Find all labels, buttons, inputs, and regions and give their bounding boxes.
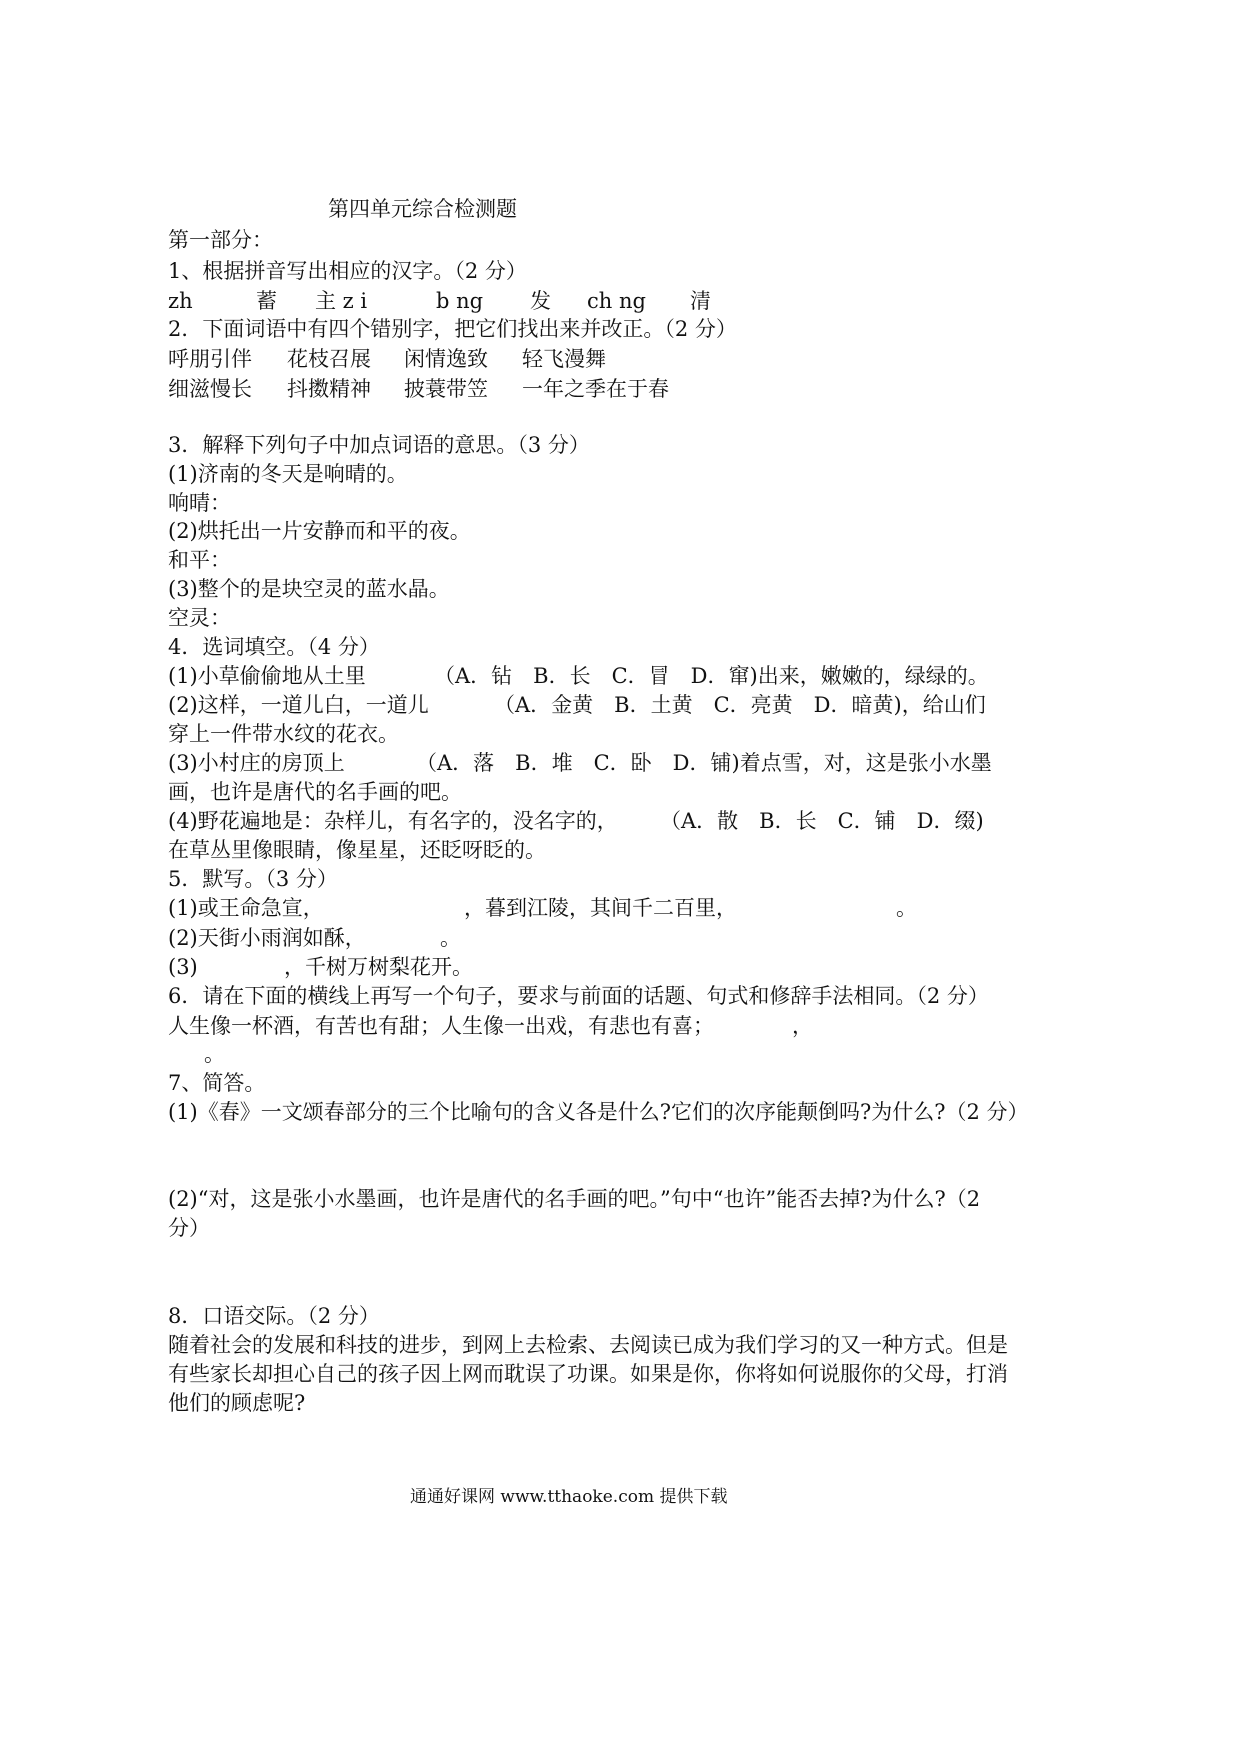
q5-stem: 5．默写。（3 分） bbox=[168, 867, 338, 891]
q3-sentence: (1)济南的冬天是响晴的。 bbox=[168, 462, 408, 486]
q6-stem: 6．请在下面的横线上再写一个句子，要求与前面的话题、句式和修辞手法相同。（2 分） bbox=[168, 984, 989, 1008]
q4-text: (4)野花遍地是：杂样儿，有名字的，没名字的， bbox=[168, 809, 618, 833]
q2-word: 一年之季在于春 bbox=[522, 377, 669, 401]
q7-question: (2)“对，这是张小水墨画，也许是唐代的名手画的吧。”句中“也许”能否去掉?为什么?（2 bbox=[168, 1187, 981, 1211]
q5-text: 。 bbox=[896, 896, 917, 920]
q1-item: ch ng bbox=[587, 289, 646, 313]
q5-text: ，暮到江陵，其间千二百里， bbox=[464, 896, 737, 920]
q4-text: 画，也许是唐代的名手画的吧。 bbox=[168, 780, 462, 804]
q4-text: 穿上一件带水纹的花衣。 bbox=[168, 722, 399, 746]
q1-item: 清 bbox=[690, 289, 711, 313]
q2-word: 闲情逸致 bbox=[404, 347, 488, 371]
q3-word: 和平： bbox=[168, 548, 231, 572]
q5-text: (1)或王命急宣， bbox=[168, 896, 324, 920]
q7-question: (1)《春》一文颂春部分的三个比喻句的含义各是什么?它们的次序能颠倒吗?为什么?（2 分） bbox=[168, 1100, 1029, 1124]
q7-stem: 7、简答。 bbox=[168, 1071, 266, 1095]
q3-sentence: (2)烘托出一片安静而和平的夜。 bbox=[168, 519, 471, 543]
q1-item: b ng bbox=[436, 289, 484, 313]
q5-text: (3) bbox=[168, 955, 198, 979]
q1-item: 发 bbox=[530, 289, 551, 313]
footer-credit: 通通好课网 www.tthaoke.com 提供下载 bbox=[410, 1487, 728, 1507]
q2-stem: 2．下面词语中有四个错别字，把它们找出来并改正。（2 分） bbox=[168, 317, 737, 341]
q2-word: 细滋慢长 bbox=[168, 377, 252, 401]
q6-text: 人生像一杯酒，有苦也有甜；人生像一出戏，有悲也有喜； bbox=[168, 1014, 714, 1038]
q4-text: (1)小草偷偷地从土里 bbox=[168, 664, 366, 688]
q3-word: 响晴： bbox=[168, 491, 231, 515]
q4-options: （A．金黄 B．土黄 C．亮黄 D．暗黄)，给山们 bbox=[494, 693, 986, 717]
q1-item: zh bbox=[168, 289, 193, 313]
q2-word: 呼朋引伴 bbox=[168, 347, 252, 371]
page-title: 第四单元综合检测题 bbox=[328, 197, 517, 221]
q4-options: （A．钻 B．长 C．冒 D．窜)出来，嫩嫩的，绿绿的。 bbox=[434, 664, 989, 688]
q2-word: 抖擞精神 bbox=[287, 377, 371, 401]
q1-stem: 1、根据拼音写出相应的汉字。（2 分） bbox=[168, 259, 527, 283]
q4-options: （A．落 B．堆 C．卧 D．铺)着点雪，对，这是张小水墨 bbox=[416, 751, 992, 775]
q2-word: 花枝召展 bbox=[287, 347, 371, 371]
q8-paragraph: 他们的顾虑呢? bbox=[168, 1391, 306, 1415]
q7-question: 分） bbox=[168, 1216, 210, 1240]
q8-stem: 8．口语交际。（2 分） bbox=[168, 1304, 380, 1328]
q6-text: ， bbox=[792, 1014, 813, 1038]
q4-stem: 4．选词填空。（4 分） bbox=[168, 635, 380, 659]
q4-text: (2)这样，一道儿白，一道儿 bbox=[168, 693, 429, 717]
q2-word: 披蓑带笠 bbox=[404, 377, 488, 401]
q3-stem: 3．解释下列句子中加点词语的意思。（3 分） bbox=[168, 433, 590, 457]
q3-sentence: (3)整个的是块空灵的蓝水晶。 bbox=[168, 577, 450, 601]
q5-text: ，千树万树梨花开。 bbox=[284, 955, 473, 979]
part-heading: 第一部分： bbox=[168, 228, 273, 252]
q4-options: （A．散 B．长 C．铺 D．缀) bbox=[660, 809, 984, 833]
q1-item: 蓄 bbox=[256, 289, 277, 313]
q4-text: (3)小村庄的房顶上 bbox=[168, 751, 345, 775]
q8-paragraph: 有些家长却担心自己的孩子因上网而耽误了功课。如果是你，你将如何说服你的父母，打消 bbox=[168, 1362, 1008, 1386]
q6-text: 。 bbox=[204, 1042, 225, 1066]
q1-item: 主 z i bbox=[315, 289, 368, 313]
q2-word: 轻飞漫舞 bbox=[522, 347, 606, 371]
q8-paragraph: 随着社会的发展和科技的进步，到网上去检索、去阅读已成为我们学习的又一种方式。但是 bbox=[168, 1333, 1008, 1357]
q5-text: (2)天街小雨润如酥， bbox=[168, 926, 366, 950]
q3-word: 空灵： bbox=[168, 606, 231, 630]
q4-text: 在草丛里像眼睛，像星星，还眨呀眨的。 bbox=[168, 838, 546, 862]
q5-text: 。 bbox=[440, 926, 461, 950]
